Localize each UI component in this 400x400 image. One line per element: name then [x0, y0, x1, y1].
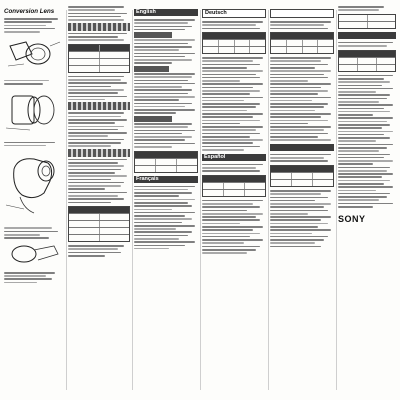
camera-drawing	[4, 149, 64, 224]
section-german-heading: Deutsch	[202, 9, 266, 18]
column-divider	[132, 10, 133, 390]
camcorder-with-lens-drawing-icon	[4, 149, 62, 219]
heading-bar	[68, 23, 130, 31]
section-french-heading: Français	[134, 176, 198, 183]
compatibility-table	[68, 44, 130, 73]
lens-side-drawing	[4, 88, 64, 139]
column-divider	[268, 10, 269, 390]
lens-front-drawing	[4, 36, 64, 77]
lens-front-drawing-icon	[4, 36, 62, 72]
product-title: Conversion Lens	[4, 8, 55, 15]
heading-bar	[68, 149, 130, 157]
column-divider	[336, 10, 337, 390]
models-table-2	[270, 165, 334, 187]
section-heading-dark	[270, 144, 334, 151]
small-drawing	[4, 242, 64, 269]
column-6	[338, 6, 396, 394]
right-models-table	[338, 50, 396, 72]
section-english-heading: English	[134, 9, 198, 16]
column-divider	[66, 10, 67, 390]
right-specs-table	[338, 14, 396, 29]
column-5	[270, 6, 334, 394]
lens-cap-drawing-icon	[4, 242, 62, 264]
heading-bar	[68, 102, 130, 110]
section-heading-dark	[338, 32, 396, 39]
models-table	[270, 32, 334, 54]
section-heading-box	[270, 9, 334, 18]
lens-side-drawing-icon	[4, 88, 62, 134]
sony-logo: SONY	[338, 213, 366, 224]
compatible-models-table	[134, 151, 198, 173]
column-divider	[200, 10, 201, 390]
column-4	[202, 6, 266, 394]
spec-table	[68, 206, 130, 242]
spanish-models-table	[202, 175, 266, 197]
column-1	[4, 6, 64, 394]
column-2	[68, 6, 130, 394]
column-3	[134, 6, 198, 394]
german-models-table	[202, 32, 266, 54]
section-spanish-heading: Español	[202, 154, 266, 161]
